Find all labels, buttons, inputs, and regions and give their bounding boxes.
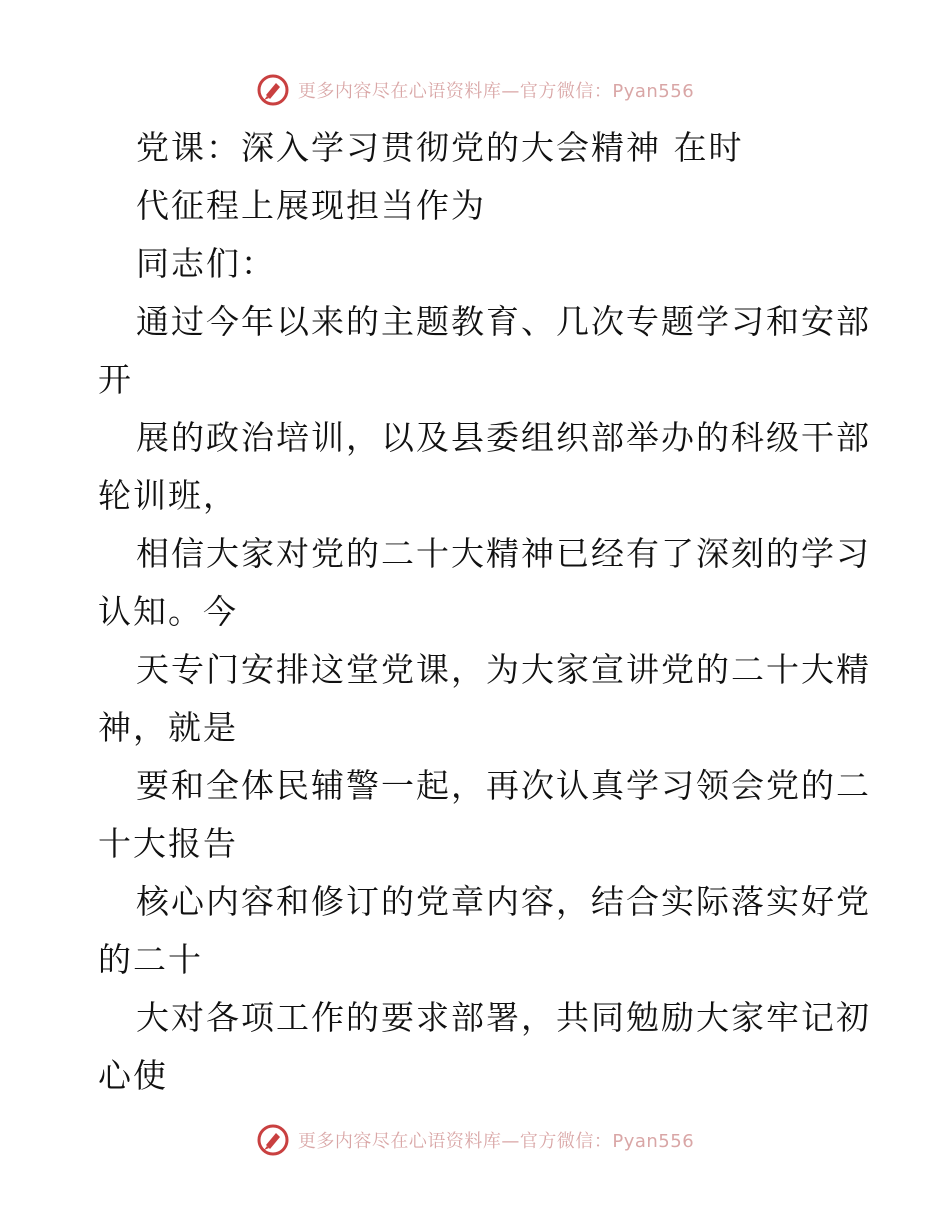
header-watermark <box>0 70 950 110</box>
title-line-1: 党课：深入学习贯彻党的大会精神 在时 <box>136 128 744 167</box>
paragraph-line: 通过今年以来的主题教育、几次专题学习和安部 <box>136 302 871 341</box>
paragraph-line: 神，就是 <box>98 708 238 747</box>
paragraph-line: 的二十 <box>98 940 203 979</box>
paragraph-line: 开 <box>98 360 133 399</box>
watermark-logo-icon <box>256 1123 290 1157</box>
watermark-text: 更多内容尽在心语资料库—官方微信：Pyan556 <box>297 81 695 102</box>
paragraph-line: 核心内容和修订的党章内容，结合实际落实好党 <box>136 882 871 921</box>
paragraph-line: 要和全体民辅警一起，再次认真学习领会党的二 <box>136 766 871 805</box>
watermark-logo-icon <box>256 73 290 107</box>
paragraph-line: 相信大家对党的二十大精神已经有了深刻的学习 <box>136 534 871 573</box>
paragraph-line: 认知。今 <box>98 592 238 631</box>
paragraph-line: 展的政治培训，以及县委组织部举办的科级干部 <box>136 418 871 457</box>
paragraph-line: 轮训班， <box>98 476 238 515</box>
salutation: 同志们： <box>136 244 276 283</box>
paragraph-line: 大对各项工作的要求部署，共同勉励大家牢记初 <box>136 998 871 1037</box>
paragraph-line: 天专门安排这堂党课，为大家宣讲党的二十大精 <box>136 650 871 689</box>
paragraph-line: 心使 <box>98 1056 168 1095</box>
footer-watermark <box>0 1120 950 1160</box>
title-line-2: 代征程上展现担当作为 <box>136 186 486 225</box>
paragraph-line: 十大报告 <box>98 824 238 863</box>
watermark-text: 更多内容尽在心语资料库—官方微信：Pyan556 <box>297 1131 695 1152</box>
